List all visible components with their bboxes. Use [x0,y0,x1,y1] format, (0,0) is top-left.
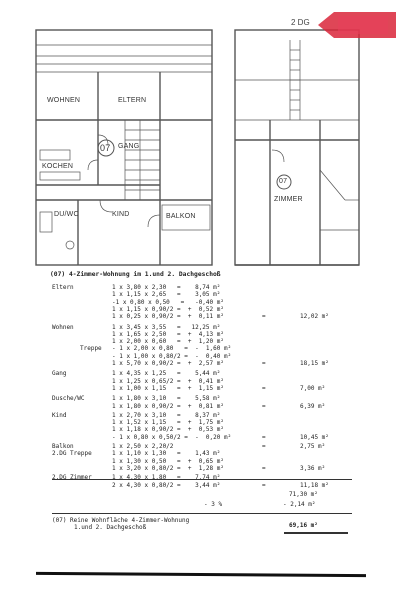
area-calculation: 1 x 1,65 x 2,50 = + 4,13 m² [112,330,224,338]
room-total: 6,39 m² [300,402,326,410]
area-calculation: 1 x 2,00 x 0,60 = + 1,20 m² [112,338,224,346]
sum-rule [52,479,352,480]
deduction-rule [52,513,352,514]
room-name: 2.DG Zimmer [52,474,92,482]
area-calculation: 1 x 1,52 x 1,15 = + 1,75 m² [112,419,224,427]
room-label-kind: KIND [112,211,130,218]
upper-unit-number-label: 07 [279,178,288,185]
equals-sign: = [262,384,266,392]
room-label-balkon: BALKON [166,213,196,220]
floor-level-label: 2 DG [291,18,310,27]
equals-sign: = [262,443,266,450]
equals-sign: = [262,402,266,410]
area-calculation: - 1 x 1,00 x 0,80/2 = - 0,40 m² [112,352,232,360]
area-calculation: 1 x 3,45 x 3,55 = 12,25 m² [112,323,221,331]
area-calculation: 2 x 4,30 x 0,80/2 = 3,44 m² [112,481,221,489]
room-label-zimmer: ZIMMER [274,196,303,203]
room-label-du-wc: DU/WC [54,211,79,218]
area-calculation: 1 x 1,15 x 2,65 = 3,05 m² [112,291,221,299]
room-total: 3,36 m² [300,464,326,472]
area-calculation: 1 x 3,20 x 0,80/2 = + 1,28 m² [112,464,224,472]
room-name: Dusche/WC [52,395,85,403]
area-calculation: 1 x 2,70 x 3,10 = 8,37 m² [112,411,221,419]
deduction-value: - 2,14 m² [283,501,316,508]
area-calculation: 1 x 0,25 x 0,90/2 = + 0,11 m² [112,313,224,321]
deduction-label: - 3 % [204,501,223,508]
room-total: 18,15 m² [300,360,329,367]
final-label-line-1: (07) Reine Wohnfläche 4-Zimmer-Wohnung [52,517,190,524]
equals-sign: = [262,464,266,472]
final-total-value: 69,16 m² [289,522,318,529]
area-calc-heading: (07) 4-Zimmer-Wohnung im 1.und 2. Dachgeschoß [50,271,221,278]
room-total: 10,45 m² [300,433,329,441]
area-calculation: 1 x 4,35 x 1,25 = 5,44 m² [112,370,221,378]
room-name: 2.DG Treppe [52,450,92,458]
area-calculation: -1 x 0,80 x 0,50 = -0,40 m² [112,298,224,306]
room-label-eltern: ELTERN [118,97,147,104]
equals-sign: = [262,433,266,441]
room-label-gang: GANG [118,143,140,150]
area-calculation: - 1 x 2,00 x 0,80 = - 1,60 m² [112,345,232,353]
room-total: 2,75 m² [300,443,326,450]
area-calculation: 1 x 2,50 x 2,20/2 [112,443,174,450]
red-tab-marker [318,12,396,38]
room-total: 11,18 m² [300,481,329,489]
floor-plan-drawing [0,0,406,270]
area-calculation: 1 x 1,10 x 1,30 = 1,43 m² [112,450,221,458]
area-calculation: 1 x 1,00 x 1,15 = + 1,15 m² [112,384,224,392]
equals-sign: = [262,313,266,321]
room-name: Balkon [52,443,74,450]
area-calculation: 1 x 3,80 x 2,30 = 8,74 m² [112,284,221,291]
room-total: 7,00 m² [300,384,326,392]
area-calculation: 1 x 1,30 x 0,50 = + 0,65 m² [112,457,224,465]
area-calculation: - 1 x 0,80 x 0,50/2 = - 0,20 m² [112,433,232,441]
room-name: Kind [52,411,67,419]
final-total-double-underline [284,532,348,534]
area-calculation: 1 x 4,30 x 1,80 = 7,74 m² [112,474,221,482]
equals-sign: = [262,481,266,489]
room-name: Gang [52,370,67,378]
equals-sign: = [262,360,266,367]
room-name: Wohnen [52,323,74,331]
subtotal-value: 71,30 m² [289,491,318,498]
room-name: Eltern [52,284,74,291]
unit-number-label: 07 [100,143,111,153]
final-label-line-2: 1.und 2. Dachgeschoß [74,524,147,531]
room-total: 12,02 m² [300,313,329,321]
area-calculation: 1 x 1,80 x 0,90/2 = + 0,81 m² [112,402,224,410]
area-calculation: 1 x 1,25 x 0,65/2 = + 0,41 m² [112,377,224,385]
area-calculation: 1 x 1,80 x 3,10 = 5,58 m² [112,395,221,403]
room-label-wohnen: WOHNEN [47,97,81,104]
scan-edge-bar [36,572,366,577]
area-calculation: 1 x 5,70 x 0,90/2 = + 2,57 m² [112,360,224,367]
area-calculation: 1 x 1,18 x 0,90/2 = + 0,53 m² [112,426,224,434]
room-label-kochen: KOCHEN [42,163,74,170]
room-name: Treppe [80,345,102,353]
area-calculation: 1 x 1,15 x 0,90/2 = + 0,52 m² [112,305,224,313]
